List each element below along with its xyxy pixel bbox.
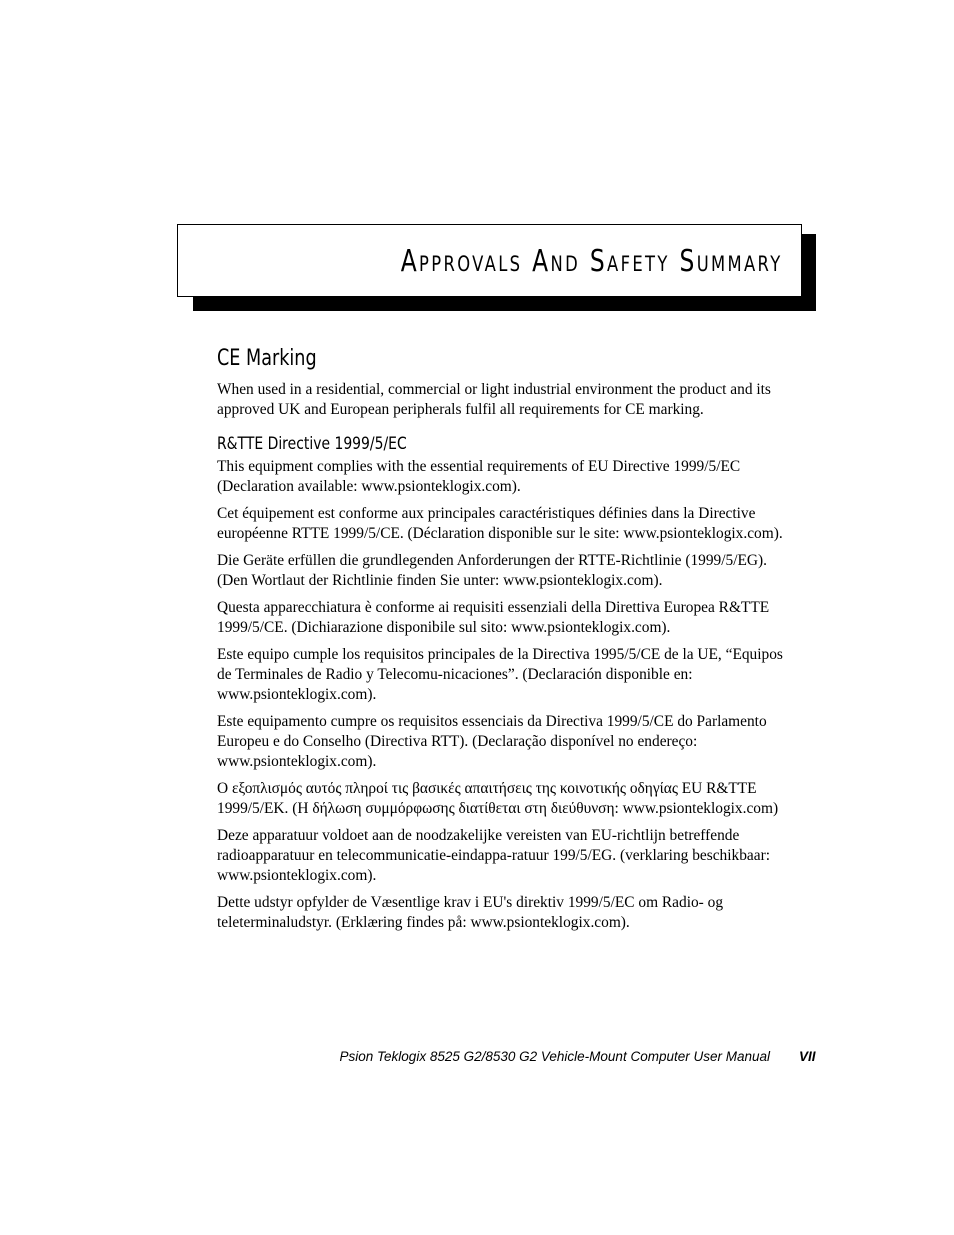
directive-paragraph-dutch: Deze apparatuur voldoet aan de noodzakelijke vereisten van EU-richtlijn betreffende radioapparatuur en telecommunicatie-eindappa-ratuur 199/5/EG. (verklaring beschikbaar: www.psionteklogix.com). [217,827,770,884]
directive-paragraph-danish: Dette udstyr opfylder de Væsentlige krav i EU's direktiv 1999/5/EC om Radio- og teleterminaludstyr. (Erklæring findes på: www.psionteklogix.com). [217,894,724,931]
directive-paragraph-greek: Ο εξοπλισμός αυτός πληροί τις βασικές απαιτήσεις της κοινοτικής οδηγίας EU R&TTE 1999/5/EK. (Η δήλωση συμμόρφωσης διατίθεται στη διεύθυνση: www.psionteklogix.com) [217,780,779,817]
directive-paragraph-english: This equipment complies with the essential requirements of EU Directive 1999/5/EC (Declaration available: www.psionteklogix.com). [217,458,741,495]
footer-page-number: VII [799,1049,816,1064]
directive-paragraph-portuguese: Este equipamento cumpre os requisitos essenciais da Directiva 1999/5/CE do Parlamento Europeu e do Conselho (Directiva RTT). (Declaração disponível no endereço: www.psionteklogix.com). [217,713,767,770]
section-intro-paragraph: When used in a residential, commercial or light industrial environment the product and its approved UK and European peripherals fulfil all requirements for CE marking. [217,381,771,418]
subsection-heading-rtte: R&TTE Directive 1999/5/EC [217,434,407,454]
footer-manual-title: Psion Teklogix 8525 G2/8530 G2 Vehicle-Mount Computer User Manual [339,1049,770,1064]
directive-paragraph-italian: Questa apparecchiatura è conforme ai requisiti essenziali della Direttiva Europea R&TTE 1999/5/CE. (Dichiarazione disponibile sul sito: www.psionteklogix.com). [217,599,770,636]
directive-paragraph-french: Cet équipement est conforme aux principales caractéristiques définies dans la Directive européenne RTTE 1999/5/CE. (Déclaration disponible sur le site: www.psionteklogix.com). [217,505,783,542]
chapter-title: Approvals And Safety Summary [401,244,783,279]
directive-paragraph-german: Die Geräte erfüllen die grundlegenden Anforderungen der RTTE-Richtlinie (1999/5/EG). (Den Wortlaut der Richtlinie finden Sie unter: www.psionteklogix.com). [217,552,767,589]
chapter-title-box [177,224,802,297]
directive-paragraph-spanish: Este equipo cumple los requisitos principales de la Directiva 1995/5/CE de la UE, “Equipos de Terminales de Radio y Telecomu-nicaciones”. (Declaración disponible en: www.psionteklogix.com). [217,646,783,703]
page-content [217,342,792,940]
section-heading-ce-marking: CE Marking [217,346,317,371]
